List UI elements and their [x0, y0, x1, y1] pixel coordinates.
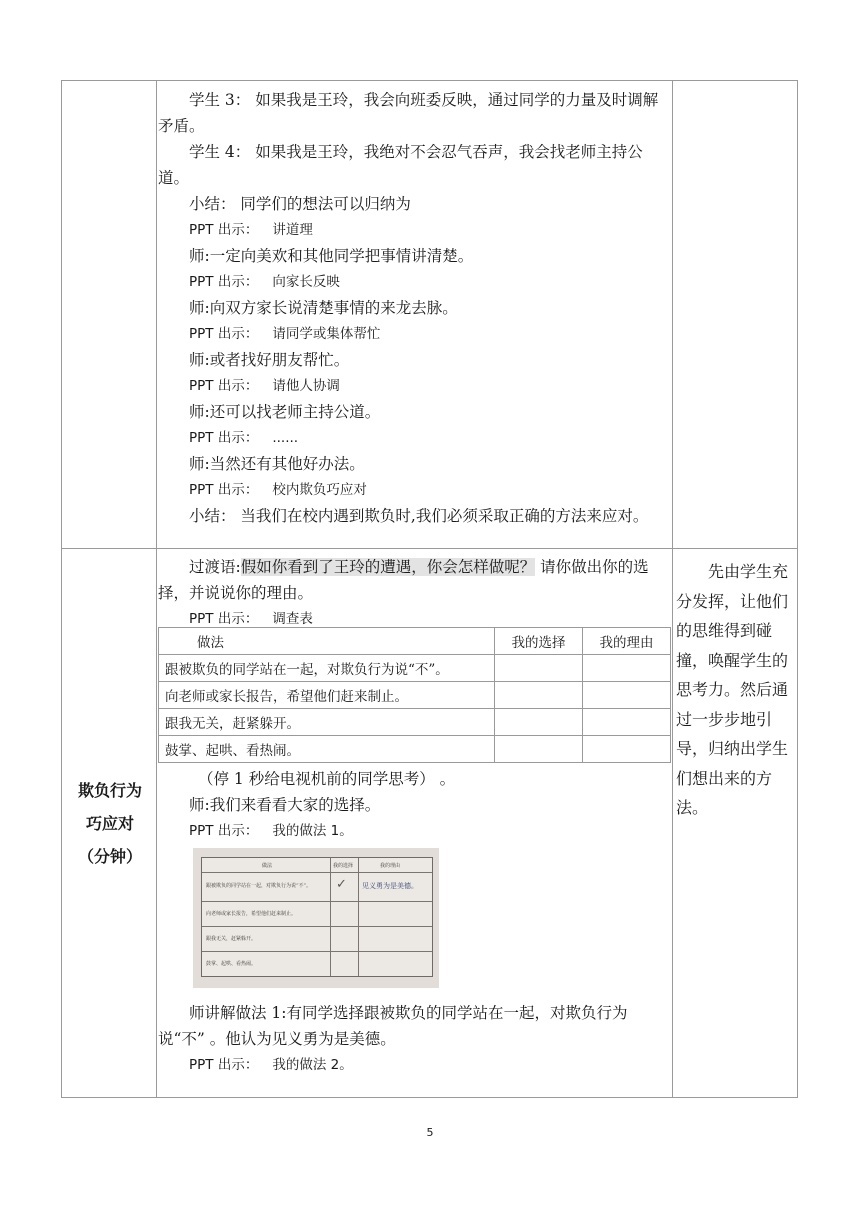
survey-header-choice: 我的选择	[495, 628, 583, 655]
row-divider	[62, 548, 797, 549]
survey-reason-cell	[583, 682, 671, 709]
ppt-line: PPT 出示： 调查表	[189, 611, 313, 627]
table-row	[159, 655, 671, 682]
teacher-line: 师:还可以找老师主持公道。	[189, 403, 381, 421]
section2-explain	[158, 1000, 672, 1078]
column-divider-right	[672, 81, 673, 1097]
pause-text: （停 1 秒给电视机前的同学思考） 。	[198, 770, 456, 788]
survey-header-reason: 我的理由	[583, 628, 671, 655]
student3-text: 学生 3： 如果我是王玲，我会向班委反映，通过同学的力量及时调解矛盾。	[158, 91, 659, 135]
ppt-line: PPT 出示： 我的做法 1。	[189, 823, 353, 839]
photo-header-choice: 我的选择	[333, 863, 354, 869]
survey-method-cell: 鼓掌、起哄、看热闹。	[159, 736, 495, 763]
section-title	[62, 774, 158, 873]
handwritten-reason: 见义勇为是美德。	[362, 882, 418, 890]
ppt-line: PPT 出示： 向家长反映	[189, 274, 340, 290]
summary-intro: 小结： 同学们的想法可以归纳为	[189, 195, 411, 213]
highlighted-question: 假如你看到了王玲的遭遇，你会怎样做呢？	[240, 558, 536, 576]
checkmark-icon: ✓	[336, 877, 347, 892]
survey-choice-cell	[495, 655, 583, 682]
photo-row-text: 跟我无关，赶紧躲开。	[206, 936, 257, 942]
ppt-line: PPT 出示： ......	[189, 430, 299, 446]
survey-method-cell: 向老师或家长报告，希望他们赶来制止。	[159, 682, 495, 709]
survey-reason-cell	[583, 655, 671, 682]
photo-header-reason: 我的理由	[380, 863, 401, 869]
photo-row-text: 鼓掌、起哄、看热闹。	[206, 961, 257, 967]
survey-choice-cell	[495, 736, 583, 763]
survey-choice-cell	[495, 709, 583, 736]
survey-method-cell: 跟我无关，赶紧躲开。	[159, 709, 495, 736]
conclusion-text: 小结： 当我们在校内遇到欺负时,我们必须采取正确的方法来应对。	[189, 507, 649, 525]
teacher-line: 师:或者找好朋友帮忙。	[189, 351, 350, 369]
transition-text: 过渡语:假如你看到了王玲的遭遇，你会怎样做呢？ 请你做出你的选择，并说说你的理由。	[158, 558, 649, 602]
explain-text: 师讲解做法 1:有同学选择跟被欺负的同学站在一起，对欺负行为说“不” 。他认为见义勇为是美德。	[158, 1004, 628, 1048]
ppt-line: PPT 出示： 请同学或集体帮忙	[189, 326, 381, 342]
teacher-line: 师:向双方家长说清楚事情的来龙去脉。	[189, 299, 458, 317]
section2-body	[158, 766, 672, 844]
page-number: 5	[426, 1126, 434, 1139]
ppt-line: PPT 出示： 请他人协调	[189, 378, 340, 394]
student4-text: 学生 4： 如果我是王玲，我绝对不会忍气吞声，我会找老师主持公道。	[158, 143, 643, 187]
ppt-line: PPT 出示： 我的做法 2。	[189, 1057, 353, 1073]
section-title-line: 欺负行为	[77, 781, 142, 800]
section-title-line: （分钟）	[77, 847, 142, 866]
section2-intro	[158, 554, 672, 632]
table-row	[159, 709, 671, 736]
survey-choice-cell	[495, 682, 583, 709]
survey-photo	[193, 848, 439, 988]
table-row	[159, 736, 671, 763]
table-row	[159, 682, 671, 709]
ppt-line: PPT 出示： 校内欺负巧应对	[189, 482, 367, 498]
lesson-table	[61, 80, 798, 1098]
column-divider-left	[156, 81, 157, 1097]
photo-header-method: 做法	[262, 863, 273, 869]
photo-row-text: 向老师或家长报告，希望他们赶来制止。	[206, 911, 297, 917]
teacher-line: 师:当然还有其他好办法。	[189, 455, 365, 473]
design-notes-text: 先由学生充分发挥，让他们的思维得到碰撞，唤醒学生的思考力。然后通过一步步地引导，归纳出学生们想出来的方法。	[676, 562, 789, 817]
photo-row-text: 跟被欺负的同学站在一起，对欺负行为说“不”。	[206, 883, 312, 889]
survey-reason-cell	[583, 709, 671, 736]
survey-header-method: 做法	[159, 628, 495, 655]
teacher-line: 师:一定向美欢和其他同学把事情讲清楚。	[189, 247, 474, 265]
section1-content	[158, 87, 672, 529]
teacher-line: 师:我们来看看大家的选择。	[189, 796, 381, 814]
survey-method-cell: 跟被欺负的同学站在一起，对欺负行为说“不”。	[159, 655, 495, 682]
section-title-line: 巧应对	[85, 814, 134, 833]
design-notes	[676, 557, 788, 823]
survey-reason-cell	[583, 736, 671, 763]
ppt-line: PPT 出示： 讲道理	[189, 222, 313, 238]
survey-table	[158, 627, 671, 763]
